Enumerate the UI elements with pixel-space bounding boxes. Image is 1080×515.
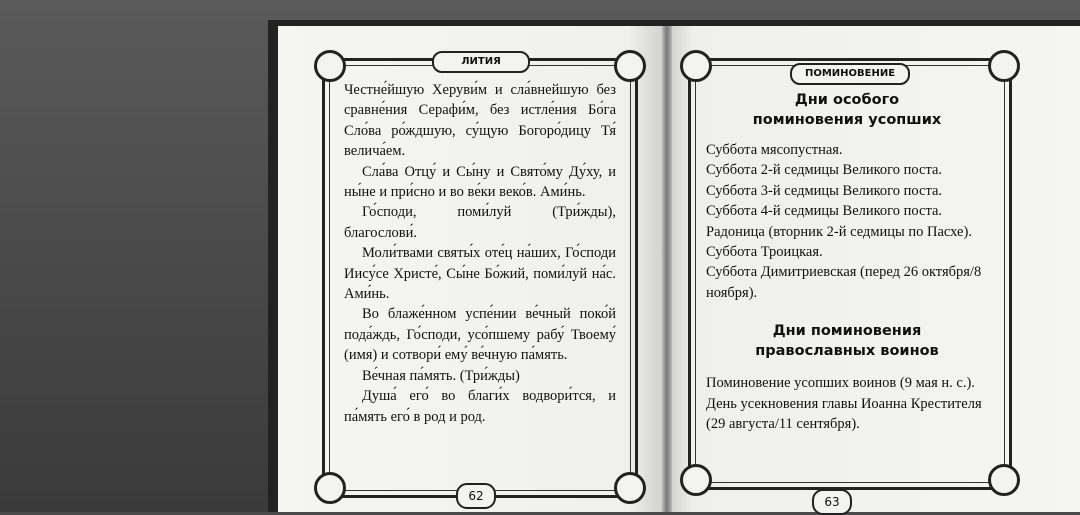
list-item: Суббота Димитриевская (перед 26 октября/8 ноября). [706, 264, 982, 301]
list-item: Суббота Троицкая. [706, 244, 823, 261]
book-spine [662, 26, 672, 512]
section-title: поминовения усопших [752, 112, 942, 128]
section-title: Дни поминовения [772, 323, 922, 340]
left-page-number: 62 [456, 483, 496, 509]
paragraph: Сла́ва Отцу́ и Сы́ну и Свято́му Ду́ху, и ны́не и при́сно и во ве́ки веко́в. Ами́нь. [344, 163, 616, 201]
paragraph: Го́споди, поми́луй (Три́жды), благослови́. [344, 204, 616, 241]
list-item: День усекновения главы Иоанна Крестителя (29 августа/11 сентября). [706, 395, 982, 433]
list-item: Суббота 3-й седмицы Великого поста. [706, 182, 943, 199]
left-page-header: ЛИТИЯ [432, 51, 530, 73]
section-title: православных воинов [755, 343, 939, 360]
right-page-header: ПОМИНОВЕНИЕ [790, 63, 910, 85]
right-page-number: 63 [812, 489, 852, 515]
frame-corner-ornament [988, 464, 1020, 496]
paragraph: Честне́йшую Херуви́м и сла́внейшую без сравне́ния Серафи́м, без истле́ния Бо́га Сло́ва ро́ждшую, су́щую Богоро́дицу Тя́ велича́ем. [344, 82, 616, 160]
paragraph: Во блаже́нном успе́нии ве́чный поко́й пода́ждь, Го́споди, усо́пшему рабу́ Твоему́ (имя) и сотвори́ ему́ ве́чную па́мять. [344, 306, 616, 364]
paragraph: Душа́ его́ во благи́х водвори́тся, и па́мять его́ в род и род. [344, 388, 616, 425]
paragraph: Моли́твами святы́х оте́ц на́ших, Го́споди Иису́се Христе́, Сы́не Бо́жий, поми́луй на́с. Ами́нь. [344, 245, 616, 303]
list-item: Поминовение усопших воинов (9 мая н. с.). [706, 375, 975, 392]
frame-corner-ornament [614, 472, 646, 504]
frame-corner-ornament [680, 50, 712, 82]
frame-corner-ornament [314, 50, 346, 82]
left-page-text [344, 80, 616, 427]
frame-corner-ornament [614, 50, 646, 82]
list-item: Радоница (вторник 2-й седмицы по Пасхе). [706, 223, 972, 240]
section-title: Дни особого [794, 92, 900, 108]
list-item: Суббота мясопустная. [706, 142, 843, 158]
frame-corner-ornament [314, 472, 346, 504]
frame-corner-ornament [988, 50, 1020, 82]
frame-corner-ornament [680, 464, 712, 496]
paragraph: Ве́чная па́мять. (Три́жды) [362, 367, 520, 384]
list-item: Суббота 4-й седмицы Великого поста. [706, 203, 943, 220]
list-item: Суббота 2-й седмицы Великого поста. [706, 162, 943, 179]
right-page-content [706, 90, 988, 434]
